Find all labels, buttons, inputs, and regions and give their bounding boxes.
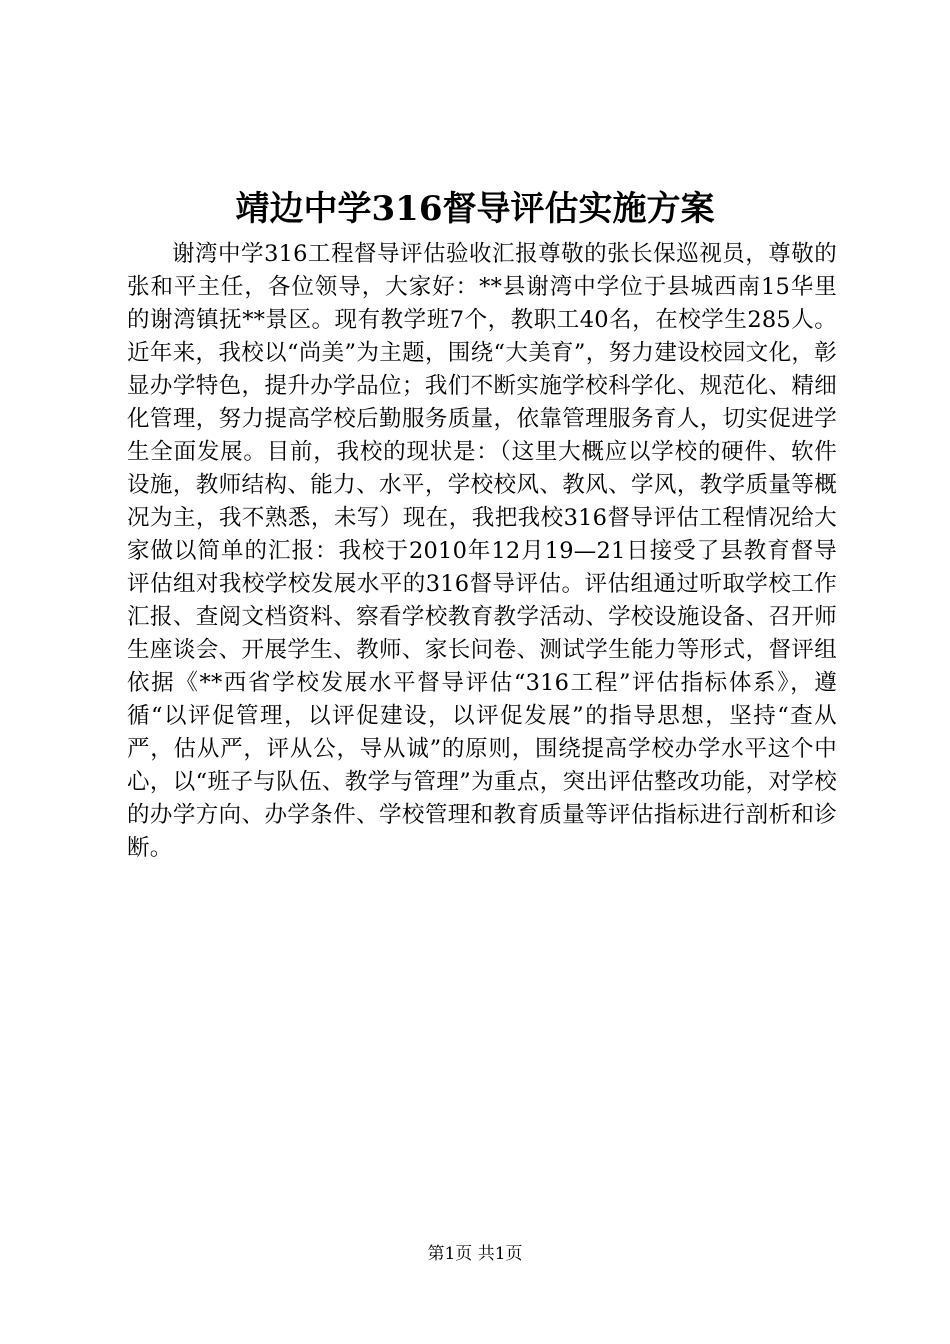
document-body-paragraph: 谢湾中学316工程督导评估验收汇报尊敬的张长保巡视员，尊敬的张和平主任，各位领导，大家好：**县谢湾中学位于县城西南15华里的谢湾镇抚**景区。现有教学班7个，教职工40名，在校学生285人。近年来，我校以“尚美”为主题，围绕“大美育”，努力建设校园文化，彰显办学特色，提升办学品位；我们不断实施学校科学化、规范化、精细化管理，努力提高学校后勤服务质量，依靠管理服务育人，切实促进学生全面发展。目前，我校的现状是：（这里大概应以学校的硬件、软件设施，教师结构、能力、水平，学校校风、教风、学风，教学质量等概况为主，我不熟悉，未写）现在，我把我校316督导评估工程情况给大家做以简单的汇报：我校于2010年12月19—21日接受了县教育督导评估组对我校学校发展水平的316督导评估。评估组通过听取学校工作汇报、查阅文档资料、察看学校教育教学活动、学校设施设备、召开师生座谈会、开展学生、教师、家长问卷、测试学生能力等形式，督评组依据《**西省学校发展水平督导评估“316工程”评估指标体系》，遵循“以评促管理，以评促建设，以评促发展”的指导思想，坚持“查从严，估从严，评从公，导从诚”的原则，围绕提高学校办学水平这个中心，以“班子与队伍、教学与管理”为重点，突出评估整改功能，对学校的办学方向、办学条件、学校管理和教育质量等评估指标进行剖析和诊断。 <box>127 241 837 861</box>
document-title: 靖边中学316督导评估实施方案 <box>235 189 715 229</box>
page-number-footer: 第1页 共1页 <box>427 1244 523 1264</box>
